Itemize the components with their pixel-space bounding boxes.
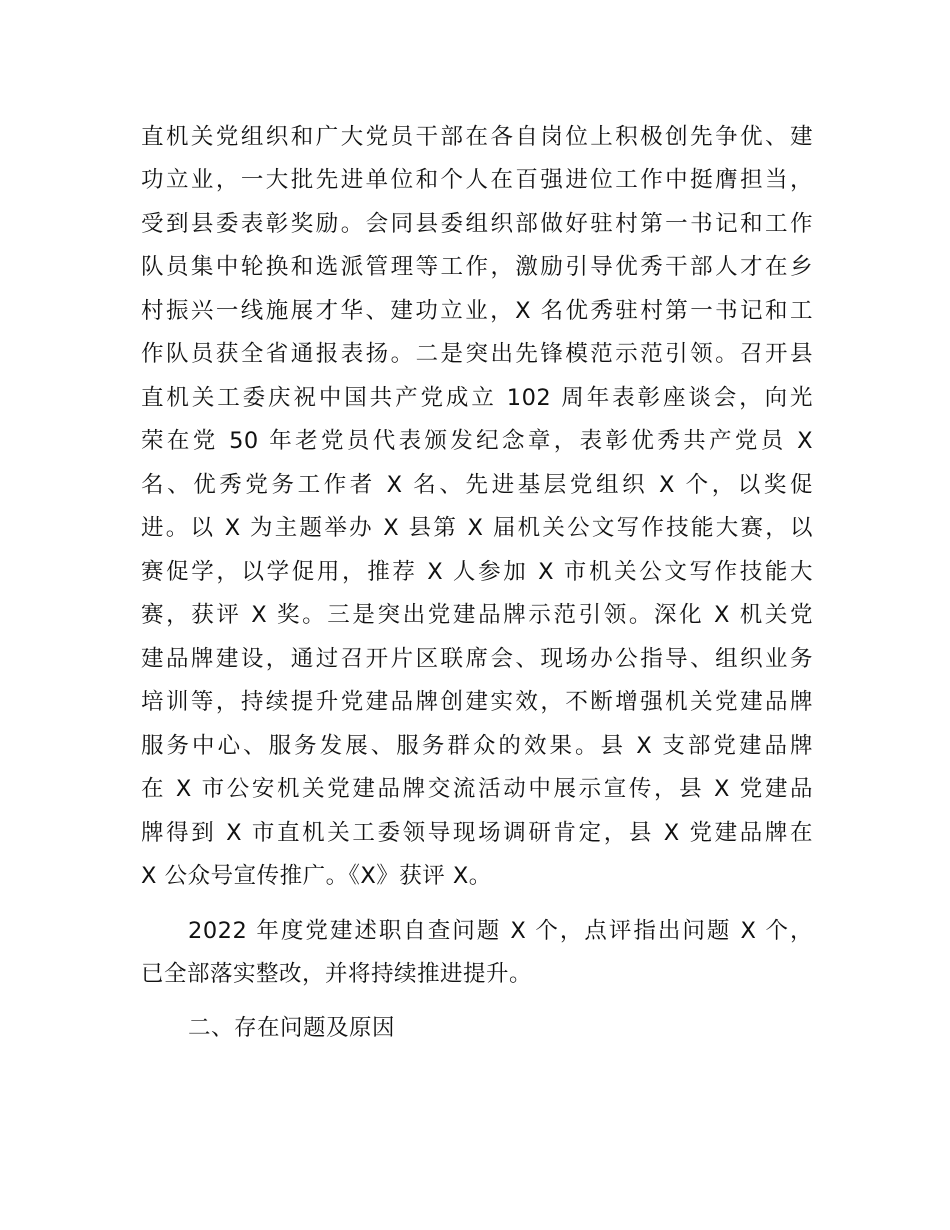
text-line: 服务中心、服务发展、服务群众的效果。县 X 支部党建品牌 bbox=[141, 733, 813, 759]
text-line: 直机关工委庆祝中国共产党成立 102 周年表彰座谈会，向光 bbox=[141, 385, 813, 411]
text-line: 队员集中轮换和选派管理等工作，激励引导优秀干部人才在乡 bbox=[141, 254, 813, 280]
text-line: 受到县委表彰奖励。会同县委组织部做好驻村第一书记和工作 bbox=[141, 211, 813, 237]
text-line: X 公众号宣传推广。《X》获评 X。 bbox=[141, 863, 492, 889]
text-line: 已全部落实整改，并将持续推进提升。 bbox=[141, 961, 533, 987]
text-line: 在 X 市公安机关党建品牌交流活动中展示宣传，县 X 党建品 bbox=[141, 776, 813, 802]
text-line: 2022 年度党建述职自查问题 X 个，点评指出问题 X 个， bbox=[188, 918, 813, 944]
text-line: 进。以 X 为主题举办 X 县第 X 届机关公文写作技能大赛，以 bbox=[141, 515, 813, 541]
text-line: 培训等，持续提升党建品牌创建实效，不断增强机关党建品牌 bbox=[141, 689, 813, 715]
text-line: 名、优秀党务工作者 X 名、先进基层党组织 X 个，以奖促 bbox=[141, 472, 813, 498]
text-line: 赛，获评 X 奖。三是突出党建品牌示范引领。深化 X 机关党 bbox=[141, 602, 813, 628]
text-line: 荣在党 50 年老党员代表颁发纪念章，表彰优秀共产党员 X bbox=[141, 428, 813, 454]
text-line: 功立业，一大批先进单位和个人在百强进位工作中挺膺担当， bbox=[141, 167, 813, 193]
text-line: 村振兴一线施展才华、建功立业，X 名优秀驻村第一书记和工 bbox=[141, 298, 813, 324]
section-heading: 二、存在问题及原因 bbox=[188, 1015, 396, 1041]
text-line: 作队员获全省通报表扬。二是突出先锋模范示范引领。召开县 bbox=[141, 341, 813, 367]
text-line: 赛促学，以学促用，推荐 X 人参加 X 市机关公文写作技能大 bbox=[141, 559, 813, 585]
text-line: 建品牌建设，通过召开片区联席会、现场办公指导、组织业务 bbox=[141, 646, 813, 672]
text-line: 直机关党组织和广大党员干部在各自岗位上积极创先争优、建 bbox=[141, 124, 813, 150]
text-line: 牌得到 X 市直机关工委领导现场调研肯定，县 X 党建品牌在 bbox=[141, 820, 813, 846]
